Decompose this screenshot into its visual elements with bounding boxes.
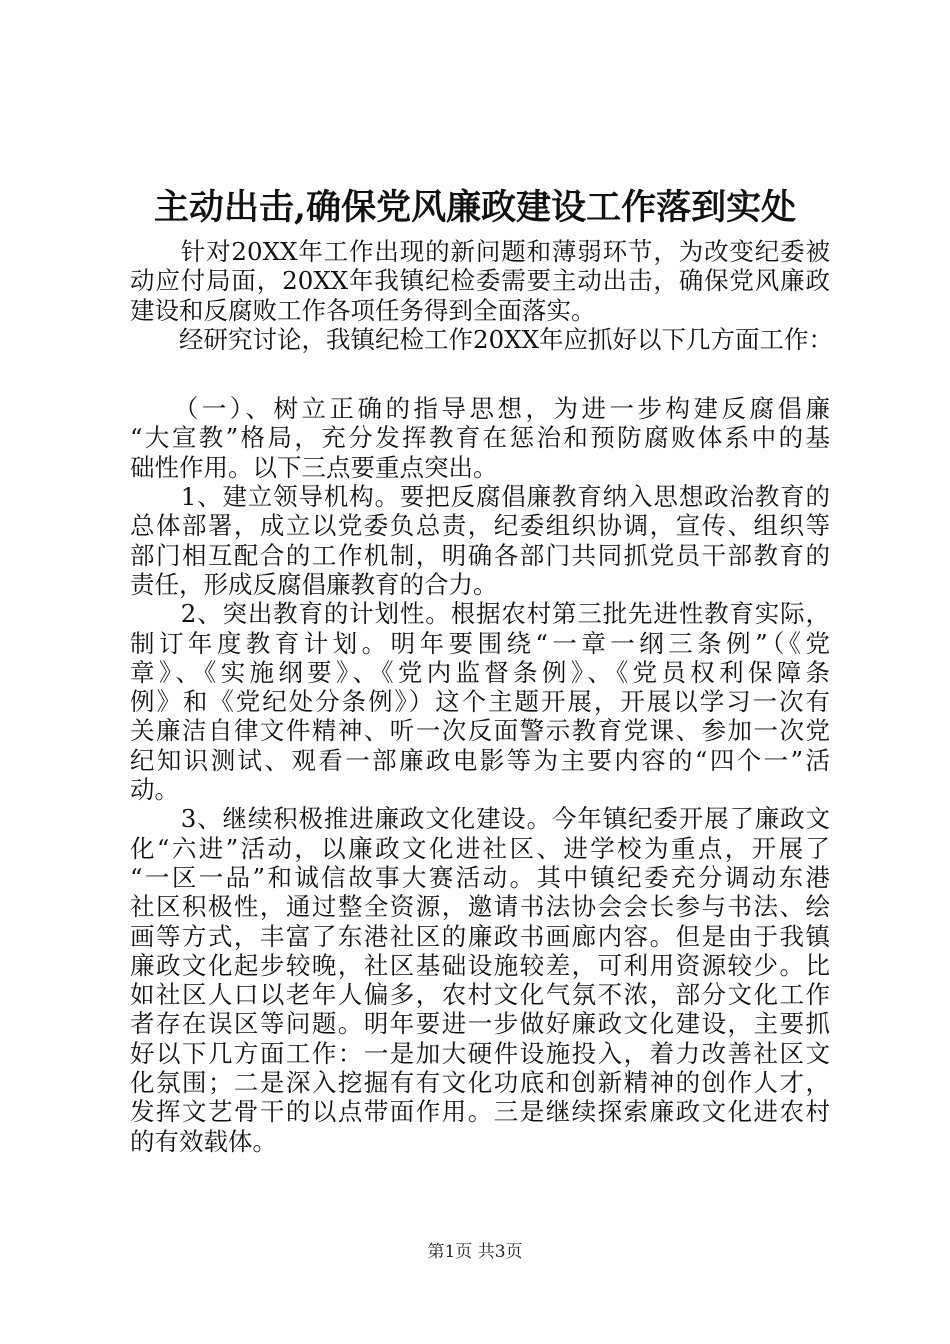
text-line: 础性作用。以下三点要重点突出。 xyxy=(130,452,498,482)
text-line: 的有效载体。 xyxy=(130,1126,277,1156)
page-footer: 第1页 共3页 xyxy=(427,1242,523,1262)
text-line: 经研究讨论，我镇纪检工作20XX年应抓好以下几方面工作： xyxy=(130,324,834,354)
text-line: 发挥文艺骨干的以点带面作用。三是继续探索廉政文化进农村 xyxy=(130,1097,830,1127)
text-line: 1、建立领导机构。要把反腐倡廉教育纳入思想政治教育的 xyxy=(130,482,830,512)
text-line: “一区一品”和诚信故事大赛活动。其中镇纪委充分调动东港 xyxy=(130,862,830,892)
text-line: 关廉洁自律文件精神、听一次反面警示教育党课、参加一次党 xyxy=(130,716,830,746)
document-body xyxy=(130,237,834,1156)
text-line: 纪知识测试、观看一部廉政电影等为主要内容的“四个一”活 xyxy=(130,745,830,775)
text-line: 动。 xyxy=(130,775,179,805)
text-line: 例》和《党纪处分条例》）这个主题开展，开展以学习一次有 xyxy=(130,687,830,717)
text-line: 好以下几方面工作：一是加大硬件设施投入，着力改善社区文 xyxy=(130,1038,830,1068)
text-line: 责任，形成反腐倡廉教育的合力。 xyxy=(130,569,498,599)
text-line: 2、突出教育的计划性。根据农村第三批先进性教育实际， xyxy=(130,599,830,629)
text-line: 如社区人口以老年人偏多，农村文化气氛不浓，部分文化工作 xyxy=(130,980,830,1010)
text-line: 社区积极性，通过整全资源，邀请书法协会会长参与书法、绘 xyxy=(130,892,830,922)
document-title: 主动出击,确保党风廉政建设工作落到实处 xyxy=(153,187,797,228)
text-line: 动应付局面，20XX年我镇纪检委需要主动出击，确保党风廉政 xyxy=(130,266,830,296)
text-line: “大宣教”格局，充分发挥教育在惩治和预防腐败体系中的基 xyxy=(130,423,830,453)
text-line: 画等方式，丰富了东港社区的廉政书画廊内容。但是由于我镇 xyxy=(130,921,830,951)
main-paragraphs xyxy=(130,394,830,1156)
text-line: 建设和反腐败工作各项任务得到全面落实。 xyxy=(130,295,596,325)
text-line: 化“六进”活动，以廉政文化进社区、进学校为重点，开展了 xyxy=(130,833,830,863)
text-line: 化氛围；二是深入挖掘有有文化功底和创新精神的创作人才， xyxy=(130,1068,830,1098)
text-line: 廉政文化起步较晚，社区基础设施较差，可利用资源较少。比 xyxy=(130,950,830,980)
text-line: 部门相互配合的工作机制，明确各部门共同抓党员干部教育的 xyxy=(130,540,830,570)
text-line: 章》、《实施纲要》、《党内监督条例》、《党员权利保障条 xyxy=(130,657,830,687)
text-line: 制订年度教育计划。明年要围绕“一章一纲三条例”（《党 xyxy=(130,628,830,658)
text-line: 总体部署，成立以党委负总责，纪委组织协调，宣传、组织等 xyxy=(130,511,830,541)
text-line: 3、继续积极推进廉政文化建设。今年镇纪委开展了廉政文 xyxy=(130,804,830,834)
text-line: 针对20XX年工作出现的新问题和薄弱环节，为改变纪委被 xyxy=(130,237,830,266)
text-line: （一）、树立正确的指导思想，为进一步构建反腐倡廉 xyxy=(130,394,830,424)
text-line: 者存在误区等问题。明年要进一步做好廉政文化建设，主要抓 xyxy=(130,1009,830,1039)
paragraph-gap xyxy=(130,354,830,394)
intro-paragraphs xyxy=(130,237,834,354)
